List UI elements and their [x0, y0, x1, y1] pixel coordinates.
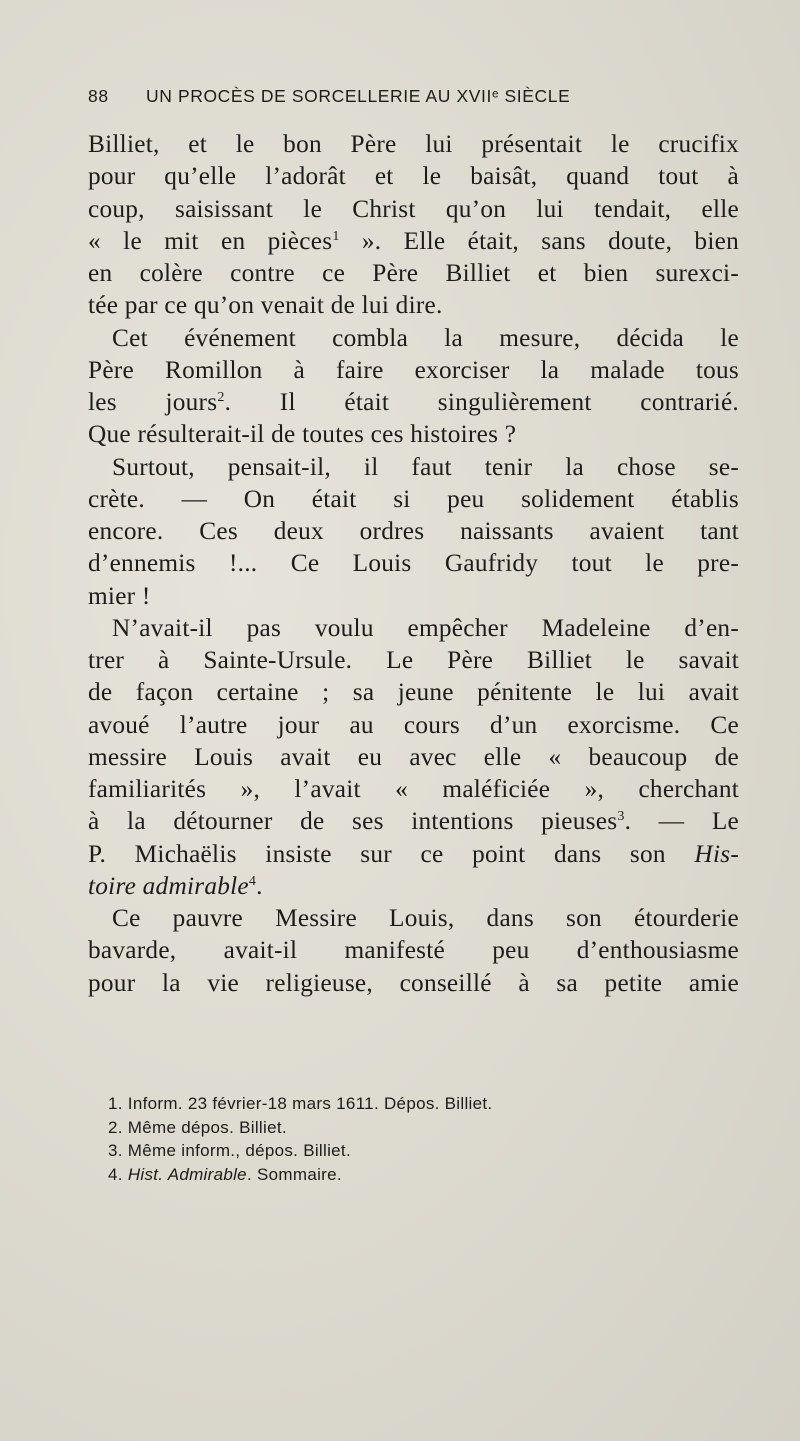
text-line — [88, 193, 739, 225]
text-run: Ce pauvre Messire Louis, dans son étourderie — [112, 904, 739, 932]
text-run: avoué l’autre jour au cours d’un exorcisme. Ce — [88, 710, 739, 739]
text-run: encore. Ces deux ordres naissants avaient tant — [88, 517, 739, 545]
footnote — [108, 1116, 738, 1140]
text-run: « le mit en pièces — [88, 226, 333, 255]
italic-title: His- — [694, 839, 739, 868]
text-run: coup, saisissant le Christ qu’on lui tendait, elle — [88, 194, 739, 223]
text-line — [88, 160, 739, 192]
footnotes — [108, 1092, 738, 1186]
text-run: P. Michaëlis insiste sur ce point dans son — [88, 839, 695, 868]
text-run: 2. Même dépos. Billiet. — [108, 1117, 287, 1137]
text-line — [88, 644, 739, 676]
italic-title: Hist. Admirable — [127, 1164, 247, 1184]
text-line — [88, 354, 739, 386]
text-run: crète. — On était si peu solidement établis — [88, 484, 739, 513]
footnote — [108, 1139, 738, 1163]
text-line — [88, 451, 739, 483]
text-run: pour qu’elle l’adorât et le baisât, quand tout à — [88, 162, 739, 191]
footnote — [108, 1163, 738, 1187]
text-line — [88, 709, 739, 741]
text-run: de façon certaine ; sa jeune pénitente le lui avait — [88, 678, 739, 707]
text-run: messire Louis avait eu avec elle « beaucoup de — [88, 742, 739, 771]
text-run: trer à Sainte-Ursule. Le Père Billiet le savait — [88, 646, 739, 674]
text-line — [88, 322, 739, 354]
text-run: 3. Même inform., dépos. Billiet. — [108, 1141, 351, 1160]
text-run: Père Romillon à faire exorciser la malade tous — [88, 355, 739, 384]
italic-title: toire admirable — [88, 871, 249, 900]
text-run: en colère contre ce Père Billiet et bien surexci- — [88, 259, 739, 287]
text-run: Que résulterait-il de toutes ces histoires ? — [88, 420, 517, 449]
text-run: familiarités », l’avait « maléficiée », cherchant — [88, 775, 739, 803]
body-text — [88, 128, 739, 999]
text-line — [88, 386, 739, 418]
text-line — [88, 257, 739, 289]
text-run: Billiet, et le bon Père lui présentait le crucifix — [88, 130, 739, 158]
text-run: Surtout, pensait-il, il faut tenir la chose se- — [112, 452, 739, 481]
text-run: tée par ce qu’on venait de lui dire. — [88, 291, 443, 320]
text-run: . — Le — [624, 807, 740, 836]
text-run: bavarde, avait-il manifesté peu d’enthousiasme — [88, 936, 739, 965]
text-line — [88, 773, 739, 805]
running-header — [88, 86, 682, 107]
text-line — [88, 289, 739, 321]
text-line — [88, 515, 739, 547]
text-run: 4. — [108, 1164, 128, 1184]
text-run: . Sommaire. — [246, 1164, 342, 1184]
text-run: . Il était singulièrement contrarié. — [224, 388, 739, 416]
text-line — [88, 612, 739, 644]
text-line — [88, 838, 739, 870]
text-line — [88, 741, 739, 773]
text-run: 1. Inform. 23 février-18 mars 1611. Dépos. Billiet. — [108, 1094, 493, 1113]
text-line — [88, 547, 739, 579]
text-run: d’ennemis !... Ce Louis Gaufridy tout le pre- — [88, 549, 739, 578]
text-line — [88, 580, 739, 612]
text-run: Cet événement combla la mesure, décida le — [112, 323, 739, 352]
text-run: ». Elle était, sans doute, bien — [339, 226, 739, 255]
text-line — [88, 934, 739, 966]
footnote-ref: 2 — [217, 390, 225, 405]
text-line — [88, 225, 739, 257]
text-run: pour la vie religieuse, conseillé à sa petite amie — [88, 968, 739, 997]
text-line — [88, 967, 739, 999]
text-line — [88, 805, 739, 837]
page-number: 88 — [88, 86, 109, 106]
text-line — [88, 483, 739, 515]
footnote — [108, 1092, 738, 1116]
text-line — [88, 418, 739, 450]
text-run: . — [256, 871, 263, 900]
footnote-ref: 4 — [248, 873, 257, 889]
text-run: à la détourner de ses intentions pieuses — [88, 807, 618, 836]
footnote-ref: 1 — [332, 228, 340, 244]
text-line — [88, 676, 739, 708]
running-title: UN PROCÈS DE SORCELLERIE AU XVIIᵉ SIÈCLE — [146, 86, 571, 106]
text-line — [88, 128, 739, 160]
text-run: les jours — [88, 388, 218, 416]
text-run: N’avait-il pas voulu empêcher Madeleine d’en- — [112, 613, 739, 642]
footnote-ref: 3 — [617, 809, 625, 825]
text-line — [88, 870, 739, 902]
text-line — [88, 902, 739, 934]
text-run: mier ! — [88, 581, 151, 610]
